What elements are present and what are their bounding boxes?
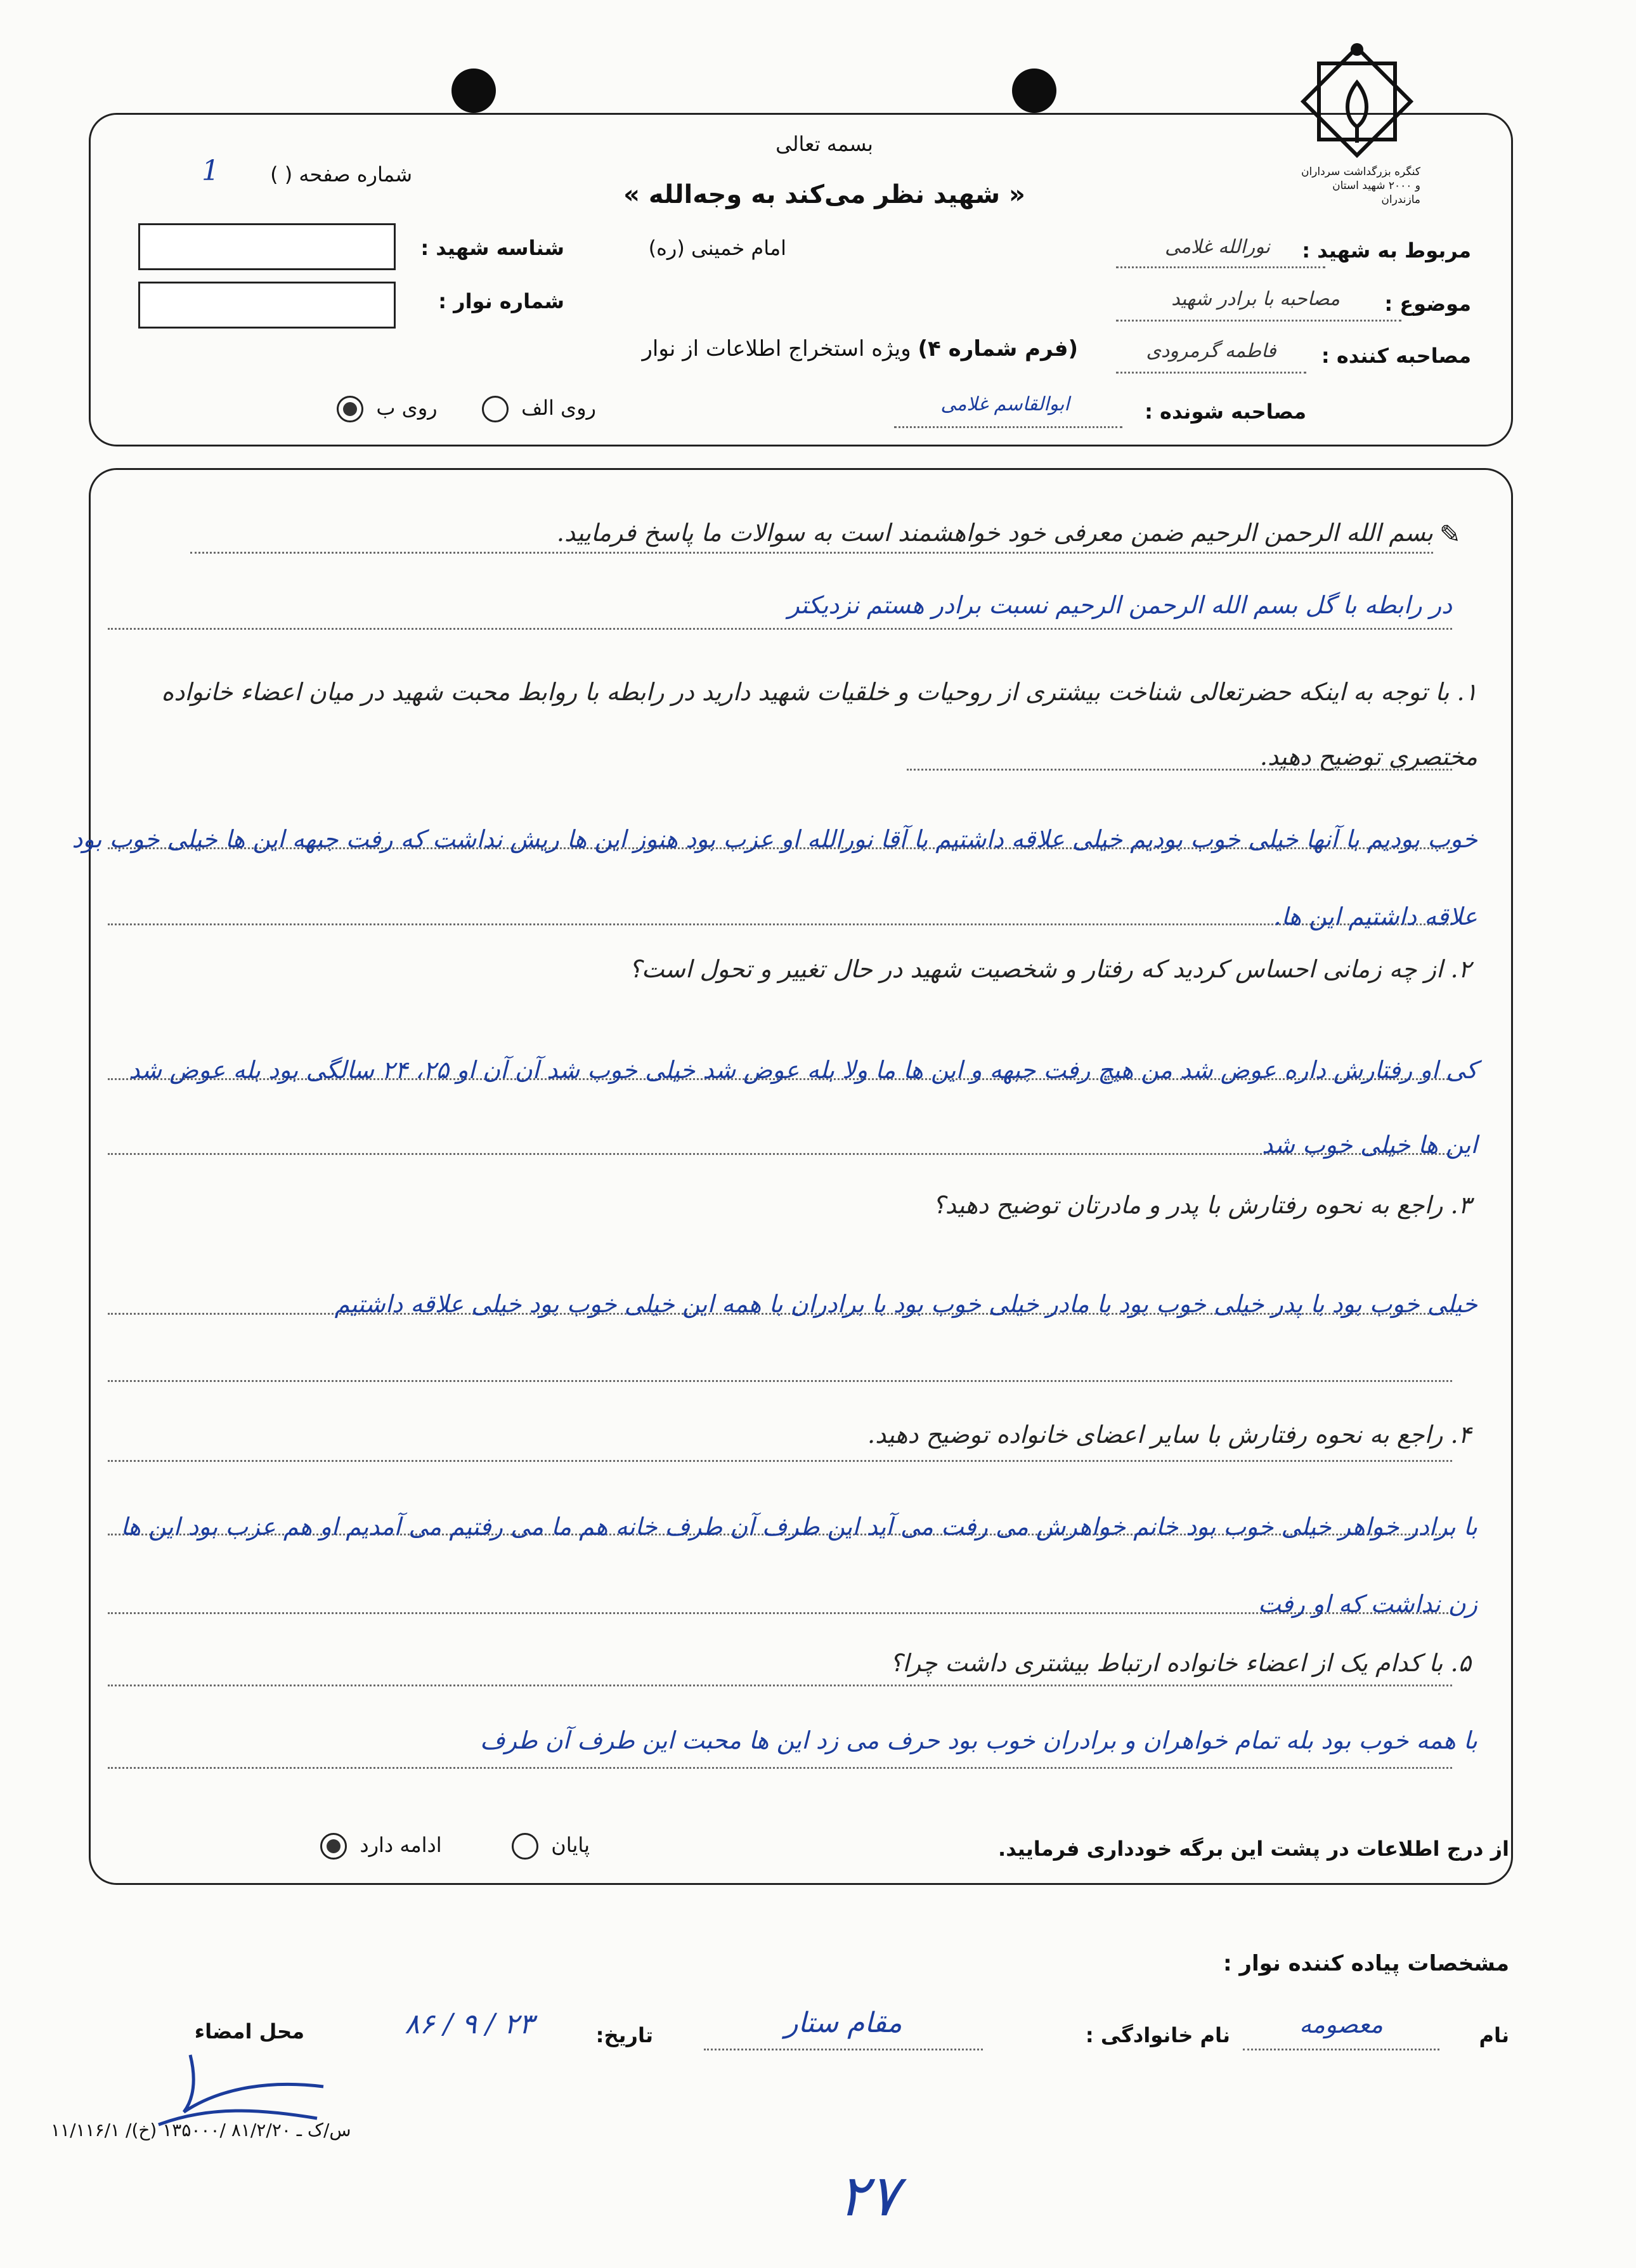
answer-5: با همه خوب بود بله تمام خواهران و برادران خوب بود حرف می زد این ها محبت این طرف آن طرف [480, 1726, 1477, 1754]
martyr-id-label: شناسه شهید : [420, 236, 564, 260]
tape-number-field[interactable] [138, 282, 396, 329]
related-martyr-line [1116, 266, 1325, 268]
form-code: ۱۱/۱۱۶/۱ /س/ک ـ ۸۱/۲/۲۰ /۱۳۵۰۰۰ (خ) [51, 2120, 351, 2141]
logo-caption: کنگره بزرگداشت سرداران و ۲۰۰۰ شهید استان مازندران [1301, 166, 1420, 206]
handwritten-page-number: ۲۷ [838, 2163, 900, 2229]
continuation-selector [209, 1833, 590, 1860]
tape-number-label: شماره نوار : [438, 289, 564, 313]
date-label: تاریخ: [595, 2023, 653, 2047]
ruled-line [108, 1380, 1452, 1382]
continues-label: ادامه دارد [360, 1833, 442, 1857]
pencil-icon: ✎ [1439, 520, 1461, 549]
name-value: معصومه [1299, 2011, 1383, 2038]
ruled-line [108, 1685, 1452, 1686]
intro-answer: در رابطه با گل بسم الله الرحمن الرحیم نسبت برادر هستم نزدیکتر [788, 591, 1452, 619]
related-martyr-label: مربوط به شهید : [1302, 238, 1471, 263]
interviewee-value: ابوالقاسم غلامی [940, 393, 1070, 415]
end-label: پایان [551, 1833, 590, 1857]
question-5: ۵. با کدام یک از اعضاء خانواده ارتباط بیشتری داشت چرا؟ [890, 1649, 1471, 1677]
punch-hole-left [451, 68, 496, 113]
side-a-label: روی الف [521, 396, 596, 420]
answer-1: خوب بودیم با آنها خیلی خوب بودیم خیلی علاقه داشتیم با آقا نورالله او عزب بود هنوز این ها ریش نداشت که رفت جبهه این ها خیلی خوب بود علاقه داشتیم این ها. [72, 825, 1477, 930]
date-value: ۸۶ / ۹ / ۲۳ [405, 2008, 534, 2040]
continues-radio[interactable] [320, 1833, 347, 1860]
page-number-text: شماره صفحه ( ) [270, 162, 412, 186]
name-line [1243, 2049, 1439, 2050]
name-label: نام [1479, 2023, 1509, 2047]
signature-icon [146, 2042, 336, 2131]
question-3: ۳. راجع به نحوه رفتارش با پدر و مادرتان توضیح دهید؟ [932, 1191, 1471, 1219]
martyr-emblem-icon [1294, 38, 1420, 165]
form-title [533, 336, 1078, 362]
family-label: نام خانوادگی : [1085, 2023, 1230, 2047]
subject-label: موضوع : [1384, 292, 1471, 316]
page-number-value: 1 [202, 155, 219, 187]
notice-text: از درج اطلاعات در پشت این برگه خودداری فرمایید. [998, 1837, 1509, 1861]
side-a-radio[interactable] [482, 396, 509, 422]
transcriber-heading: مشخصات پیاده کننده نوار : [1223, 1951, 1509, 1976]
side-b-label: روی ب [376, 396, 438, 420]
question-1: ۱. با توجه به اینکه حضرتعالی شناخت بیشتری از روحیات و خلقیات شهید دارید در رابطه با روابط محبت شهید در میان اعضاء خانواده مختصری توضیح دهید. [161, 678, 1477, 771]
interviewer-line [1116, 372, 1306, 374]
interviewee-line [894, 426, 1122, 428]
interviewer-label: مصاحبه کننده : [1321, 344, 1471, 368]
signature-label: محل امضاء [194, 2019, 304, 2043]
ruled-line [190, 552, 1433, 554]
side-b-radio[interactable] [337, 396, 363, 422]
intro-text: بسم الله الرحمن الرحیم ضمن معرفی خود خواهشمند است به سوالات ما پاسخ فرمایید. [556, 519, 1433, 547]
punch-hole-right [1012, 68, 1056, 113]
end-radio[interactable] [512, 1833, 538, 1860]
tape-side-selector [279, 396, 596, 422]
form-subtitle: ویژه استخراج اطلاعات از نوار [642, 336, 911, 362]
bismillah-title: بسمه تعالی [776, 132, 873, 156]
form-number: (فرم شماره ۴) [918, 336, 1078, 362]
martyr-id-field[interactable] [138, 223, 396, 270]
subject-value: مصاحبه با برادر شهید [1171, 288, 1340, 310]
family-line [704, 2049, 983, 2050]
answer-4: با برادر خواهر خیلی خوب بود خانم خواهرش می رفت می آید این طرف آن طرف خانه هم ما می رفتیم می آمدیم او هم عزب بود این ها زن نداشت که او رفت [120, 1513, 1477, 1618]
family-value: مقام ستار [784, 2007, 902, 2039]
answer-2: کی او رفتارش داره عوض شد من هیچ رفت جبهه و این ها ما ولا بله عوض شد خیلی خوب شد آن آن او ۲۵، ۲۴ سالگی بود بله عوض شد این ها خیلی خوب شد [129, 1056, 1477, 1159]
logo [1294, 38, 1420, 206]
quote-author: امام خمینی (ره) [648, 236, 786, 260]
question-4: ۴. راجع به نحوه رفتارش با سایر اعضای خانواده توضیح دهید. [867, 1421, 1471, 1449]
answer-3: خیلی خوب بود با پدر خیلی خوب بود با مادر خیلی خوب بود با برادران با همه این خیلی خوب بود خیلی علاقه داشتیم [334, 1290, 1477, 1318]
ruled-line [108, 1767, 1452, 1769]
interviewer-value: فاطمه گرمرودی [1146, 340, 1276, 362]
ruled-line [108, 1460, 1452, 1462]
motto-title: « شهید نظر می‌کند به وجه‌الله » [623, 180, 1025, 209]
question-2: ۲. از چه زمانی احساس کردید که رفتار و شخصیت شهید در حال تغییر و تحول است؟ [628, 955, 1471, 983]
subject-line [1116, 320, 1401, 322]
ruled-line [108, 628, 1452, 630]
interviewee-label: مصاحبه شونده : [1145, 400, 1306, 424]
related-martyr-value: نورالله غلامی [1164, 236, 1271, 258]
interviewee-row [1078, 400, 1306, 424]
page-number-label [159, 162, 412, 186]
